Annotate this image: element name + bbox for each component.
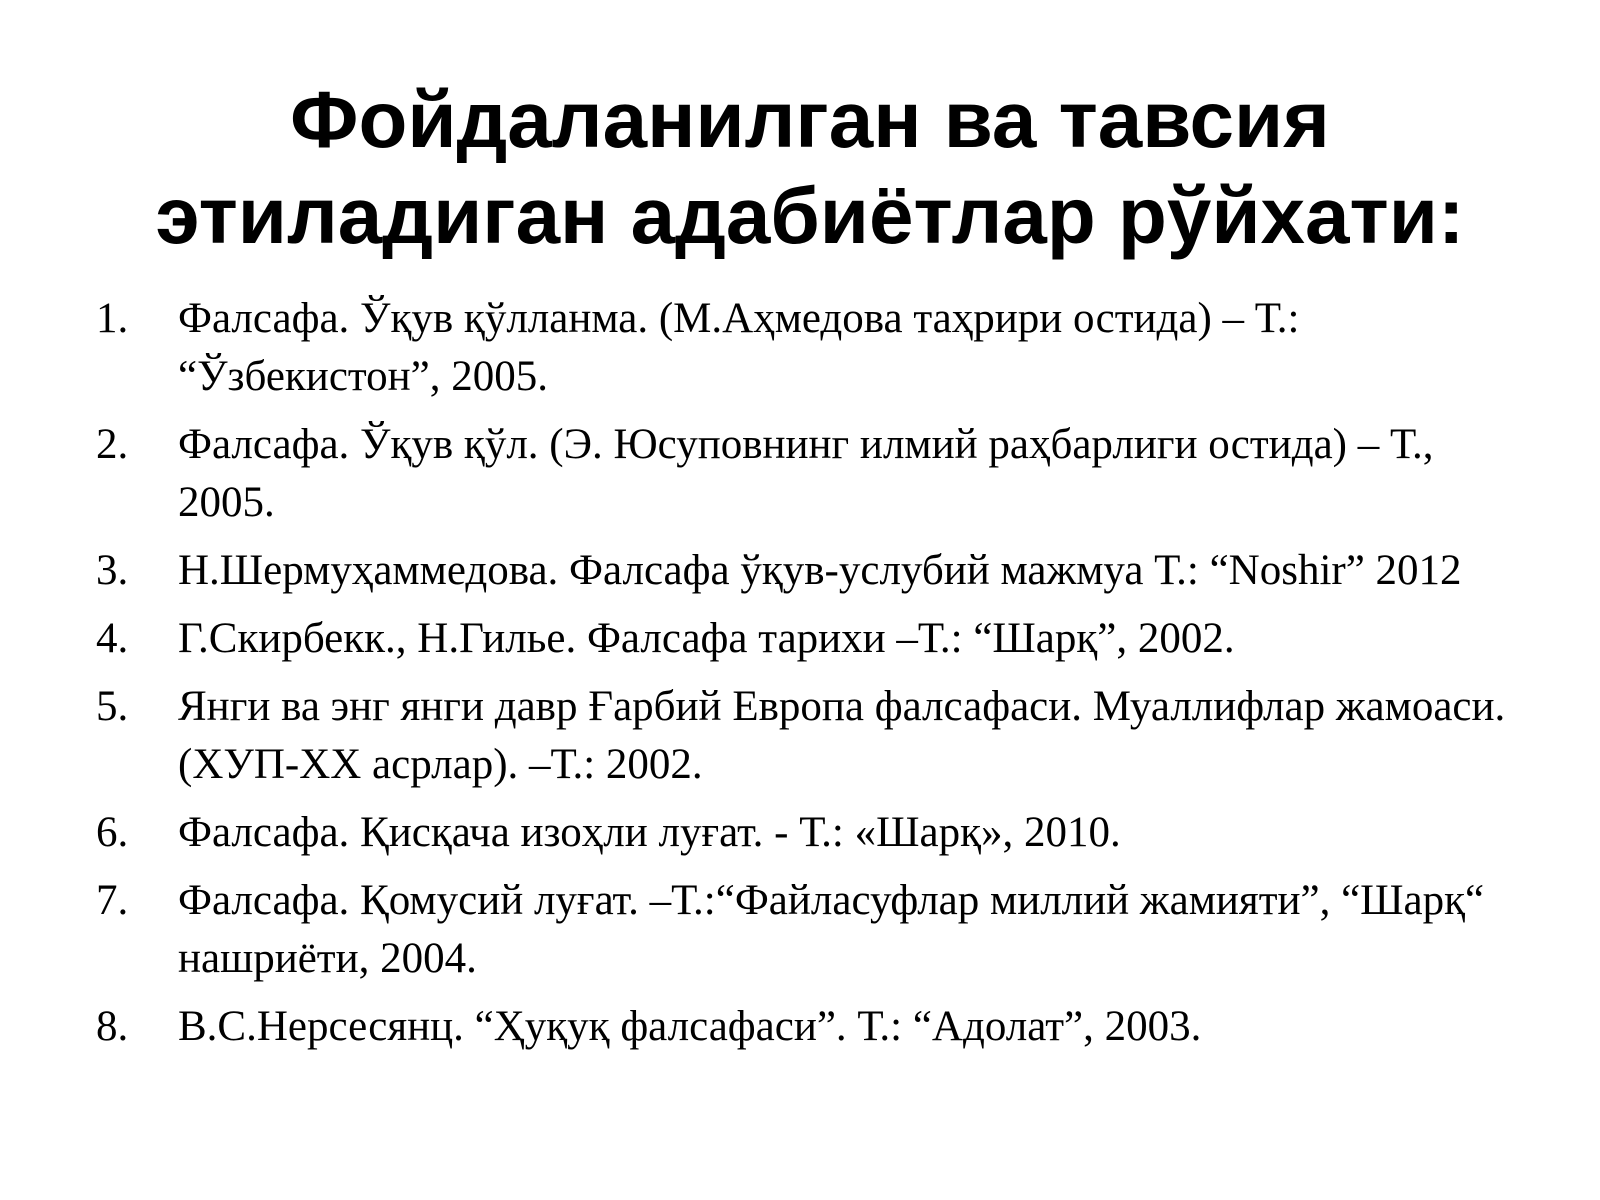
list-item [96, 542, 1536, 600]
slide-title [100, 72, 1520, 264]
list-item [96, 804, 1536, 862]
list-item-text: Фалсафа. Қомусий луғат. –Т.:“Файласуфлар миллий жамияти”, “Шарқ“ нашриёти, 2004. [178, 877, 1485, 982]
list-item-text: Янги ва энг янги давр Ғарбий Европа фалсафаси. Муаллифлар жамоаси. (ХУП-ХХ асрлар). –Т.: 2002. [178, 683, 1506, 788]
list-item [96, 872, 1536, 988]
list-item-number: 3. [96, 547, 129, 594]
list-item [96, 998, 1536, 1056]
list-item [96, 678, 1536, 794]
list-item-number: 2. [96, 421, 129, 468]
list-item-number: 4. [96, 615, 129, 662]
list-item [96, 416, 1536, 532]
list-item-number: 5. [96, 683, 129, 730]
list-item-text: В.С.Нерсесянц. “Ҳуқуқ фалсафаси”. Т.: “Адолат”, 2003. [178, 1003, 1202, 1050]
list-item-number: 7. [96, 877, 129, 924]
title-line-2: этиладиган адабиётлар рўйхати: [155, 171, 1465, 260]
list-item-number: 8. [96, 1003, 129, 1050]
list-item-number: 6. [96, 809, 129, 856]
list-item-text: Н.Шермуҳаммедова. Фалсафа ўқув-услубий мажмуа Т.: “Noshir” 2012 [178, 547, 1462, 594]
list-item-number: 1. [96, 295, 129, 342]
list-item-text: Фалсафа. Ўқув қўл. (Э. Юсуповнинг илмий раҳбарлиги остида) – Т., 2005. [178, 421, 1434, 526]
list-item-text: Г.Скирбекк., Н.Гилье. Фалсафа тарихи –Т.: “Шарқ”, 2002. [178, 615, 1235, 662]
list-item-text: Фалсафа. Қисқача изоҳли луғат. - Т.: «Шарқ», 2010. [178, 809, 1121, 856]
reference-list [96, 290, 1536, 1066]
list-item [96, 290, 1536, 406]
list-item [96, 610, 1536, 668]
title-line-1: Фойдаланилган ва тавсия [290, 75, 1330, 164]
list-item-text: Фалсафа. Ўқув қўлланма. (М.Аҳмедова таҳрири остида) – Т.: “Ўзбекистон”, 2005. [178, 295, 1300, 400]
